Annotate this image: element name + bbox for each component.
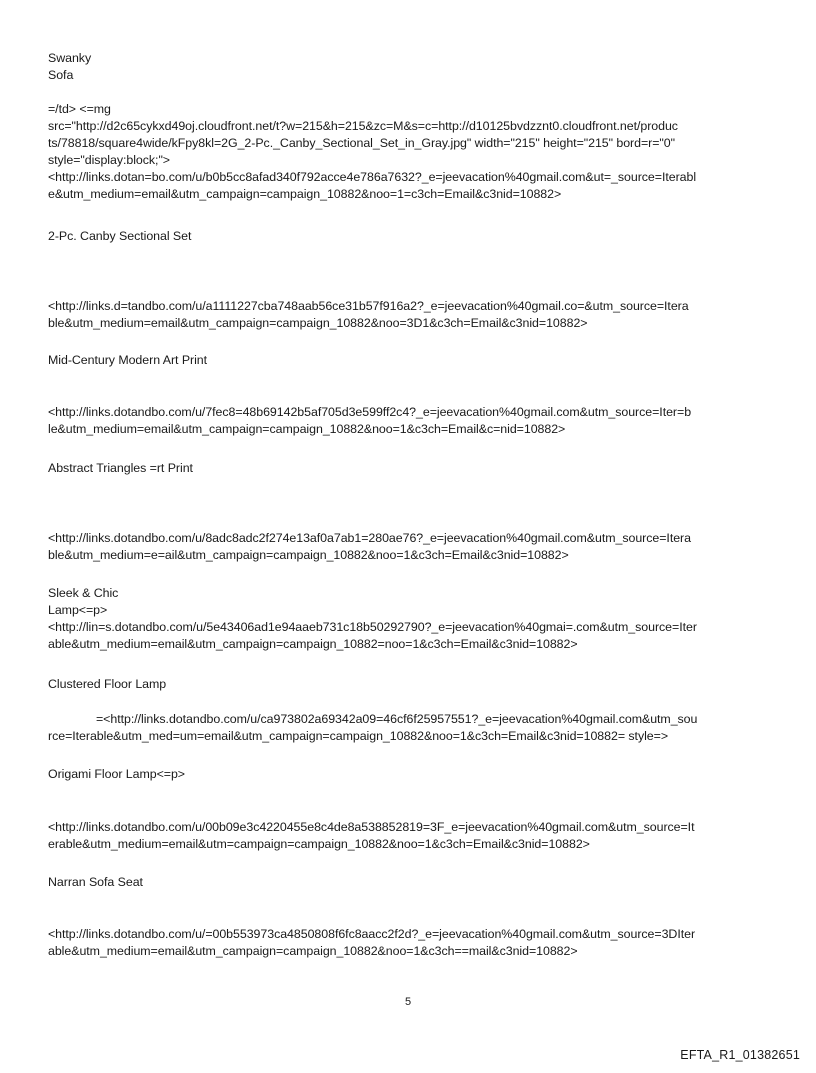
link-line: erable&utm_medium=email&utm=campaign=campaign_10882&noo=1&c3ch=Email&c3nid=10882> [48, 837, 590, 851]
link-line: <http://links.dotandbo.com/u/00b09e3c4220455e8c4de8a538852819=3F_e=jeevacation%40gmail.com&utm_source=It [48, 820, 695, 834]
product-title: Mid-Century Modern Art Print [48, 353, 208, 367]
link-line: <http://links.dotandbo.com/u/=00b553973ca4850808f6fc8aacc2f2d?_e=jeevacation%40gmail.com&utm_source=3DIter [48, 927, 696, 941]
text-line: src="http://d2c65cykxd49oj.cloudfront.net/t?w=215&h=215&zc=M&s=c=http://d10125bvdzznt0.cloudfront.net/produc [48, 119, 678, 133]
link-line: <http://links.dotandbo.com/u/8adc8adc2f274e13af0a7ab1=280ae76?_e=jeevacation%40gmail.com&utm_source=Itera [48, 531, 691, 545]
link-line: <http://links.dotandbo.com/u/7fec8=48b69142b5af705d3e599ff2c4?_e=jeevacation%40gmail.com&utm_source=Iter=b [48, 405, 692, 419]
link-line: <http://links.d=tandbo.com/u/a1111227cba748aab56ce31b57f916a2?_e=jeevacation%40gmail.co=&utm_source=Itera [48, 299, 689, 313]
link-line: le&utm_medium=email&utm_campaign=campaign_10882&noo=1&c3ch=Email&c=nid=10882> [48, 422, 566, 436]
text-line: ts/78818/square4wide/kFpy8kl=2G_2-Pc._Canby_Sectional_Set_in_Gray.jpg" width="215" height="215" bord=r="0" [48, 136, 675, 150]
text-line: Sofa [48, 68, 74, 82]
product-title: 2-Pc. Canby Sectional Set [48, 229, 192, 243]
product-title: Narran Sofa Seat [48, 875, 143, 889]
link-line: rce=Iterable&utm_med=um=email&utm_campaign=campaign_10882&noo=1&c3ch=Email&c3nid=10882= style=> [48, 729, 669, 743]
text-line: Swanky [48, 51, 92, 65]
link-line: able&utm_medium=email&utm_campaign=campaign_10882&noo=1&c3ch==mail&c3nid=10882> [48, 944, 578, 958]
link-line: <http://lin=s.dotandbo.com/u/5e43406ad1e94aaeb731c18b50292790?_e=jeevacation%40gmai=.com&utm_source=Iter [48, 620, 697, 634]
page-number: 5 [404, 996, 412, 1008]
link-line: <http://links.dotan=bo.com/u/b0b5cc8afad340f792acce4e786a7632?_e=jeevacation%40gmail.com&ut=_source=Iterabl [48, 170, 697, 184]
text-line: Lamp<=p> [48, 603, 108, 617]
link-line: ble&utm_medium=email&utm_campaign=campaign_10882&noo=3D1&c3ch=Email&c3nid=10882> [48, 316, 588, 330]
text-line: style="display:block;"> [48, 153, 170, 167]
link-line: able&utm_medium=email&utm_campaign=campaign_10882=noo=1&c3ch=Email&c3nid=10882> [48, 637, 578, 651]
link-line: =<http://links.dotandbo.com/u/ca973802a69342a09=46cf6f25957551?_e=jeevacation%40gmail.com&utm_sou [96, 712, 698, 726]
bates-number: EFTA_R1_01382651 [680, 1048, 800, 1062]
product-title: Clustered Floor Lamp [48, 677, 167, 691]
text-line: =/td> <=mg [48, 102, 111, 116]
link-line: ble&utm_medium=e=ail&utm_campaign=campaign_10882&noo=1&c3ch=Email&c3nid=10882> [48, 548, 569, 562]
product-title: Origami Floor Lamp<=p> [48, 767, 185, 781]
product-title: Abstract Triangles =rt Print [48, 461, 193, 475]
link-line: e&utm_medium=email&utm_campaign=campaign_10882&noo=1=c3ch=Email&c3nid=10882> [48, 187, 562, 201]
product-title: Sleek & Chic [48, 586, 119, 600]
